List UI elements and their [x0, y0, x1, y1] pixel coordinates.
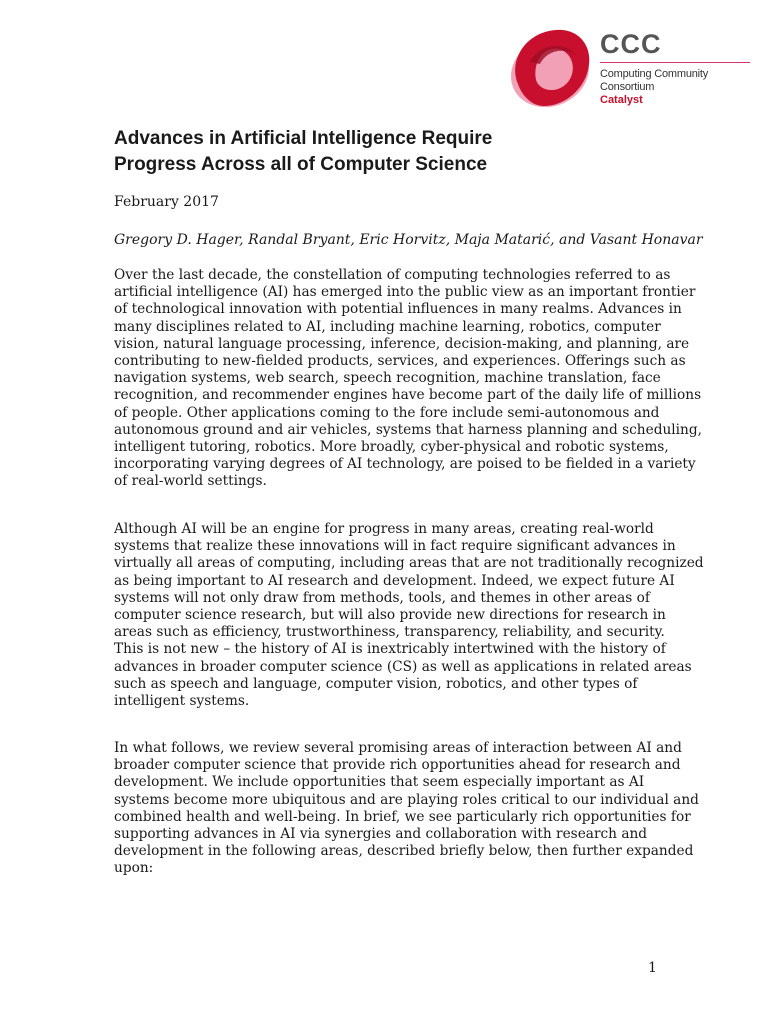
logo-name: Computing Community Consortium: [600, 68, 709, 93]
ccc-logo: [504, 22, 764, 118]
paragraph-3: [114, 740, 699, 878]
text-line: of real-world settings.: [114, 473, 267, 490]
text-line: Over the last decade, the constellation of computing technologies referred to as: [114, 267, 671, 283]
text-line: many disciplines related to AI, including machine learning, robotics, computer: [114, 318, 661, 335]
text-line: vision, natural language processing, inference, decision-making, and planning, are: [114, 335, 690, 352]
text-line: incorporating varying degrees of AI technology, are poised to be fielded in a variety: [114, 456, 696, 473]
text-line: recognition, and recommender engines have become part of the daily life of millions: [114, 387, 702, 404]
text-line: artificial intelligence (AI) has emerged into the public view as an important frontier: [114, 284, 696, 301]
logo-divider: [600, 62, 750, 63]
paragraph-2: [114, 521, 704, 710]
document-title: [114, 126, 674, 178]
ccc-logo-text: [600, 30, 760, 107]
text-line: upon:: [114, 860, 154, 877]
text-line: of people. Other applications coming to the fore include semi-autonomous and: [114, 404, 660, 421]
paragraph-1: [114, 267, 702, 491]
text-line: systems will not only draw from methods, tools, and themes in other areas of: [114, 589, 650, 606]
text-line: systems that realize these innovations will in fact require significant advances in: [114, 538, 676, 555]
text-line: virtually all areas of computing, including areas that are not traditionally recognized: [114, 555, 704, 572]
title-line: Advances in Artificial Intelligence Require: [114, 128, 493, 149]
text-line: intelligent systems.: [114, 693, 250, 710]
text-line: development in the following areas, described briefly below, then further expanded: [114, 843, 694, 860]
text-line: navigation systems, web search, speech recognition, machine translation, face: [114, 370, 661, 387]
text-line: advances in broader computer science (CS) as well as applications in related areas: [114, 658, 692, 675]
text-line: of technological innovation with potential influences in many realms. Advances in: [114, 301, 682, 318]
ccc-logo-mark-icon: [504, 22, 596, 114]
document-authors: Gregory D. Hager, Randal Bryant, Eric Horvitz, Maja Matarić, and Vasant Honavar: [114, 232, 703, 248]
document-date: February 2017: [114, 194, 219, 210]
text-line: computer science research, but will also provide new directions for research in: [114, 607, 666, 624]
text-line: autonomous ground and air vehicles, systems that harness planning and scheduling,: [114, 421, 702, 438]
logo-acronym: CCC: [600, 29, 662, 59]
text-line: broader computer science that provide rich opportunities ahead for research and: [114, 757, 681, 774]
text-line: combined health and well-being. In brief, we see particularly rich opportunities for: [114, 808, 691, 825]
text-line: In what follows, we review several promising areas of interaction between AI and: [114, 740, 682, 756]
logo-sub: Catalyst: [600, 94, 643, 106]
text-line: intelligent tutoring, robotics. More broadly, cyber-physical and robotic systems,: [114, 439, 669, 456]
text-line: contributing to new-fielded products, services, and experiences. Offerings such as: [114, 353, 686, 370]
text-line: areas such as efficiency, trustworthiness, transparency, reliability, and security.: [114, 624, 665, 641]
text-line: development. We include opportunities that seem especially important as AI: [114, 774, 645, 791]
text-line: as being important to AI research and development. Indeed, we expect future AI: [114, 572, 675, 589]
text-line: This is not new – the history of AI is inextricably intertwined with the history of: [114, 641, 666, 658]
text-line: systems become more ubiquitous and are playing roles critical to our individual and: [114, 791, 699, 808]
text-line: such as speech and language, computer vision, robotics, and other types of: [114, 675, 638, 692]
text-line: Although AI will be an engine for progress in many areas, creating real-world: [114, 521, 654, 537]
page-number: 1: [648, 960, 657, 976]
title-line: Progress Across all of Computer Science: [114, 154, 488, 175]
text-line: supporting advances in AI via synergies and collaboration with research and: [114, 826, 648, 843]
